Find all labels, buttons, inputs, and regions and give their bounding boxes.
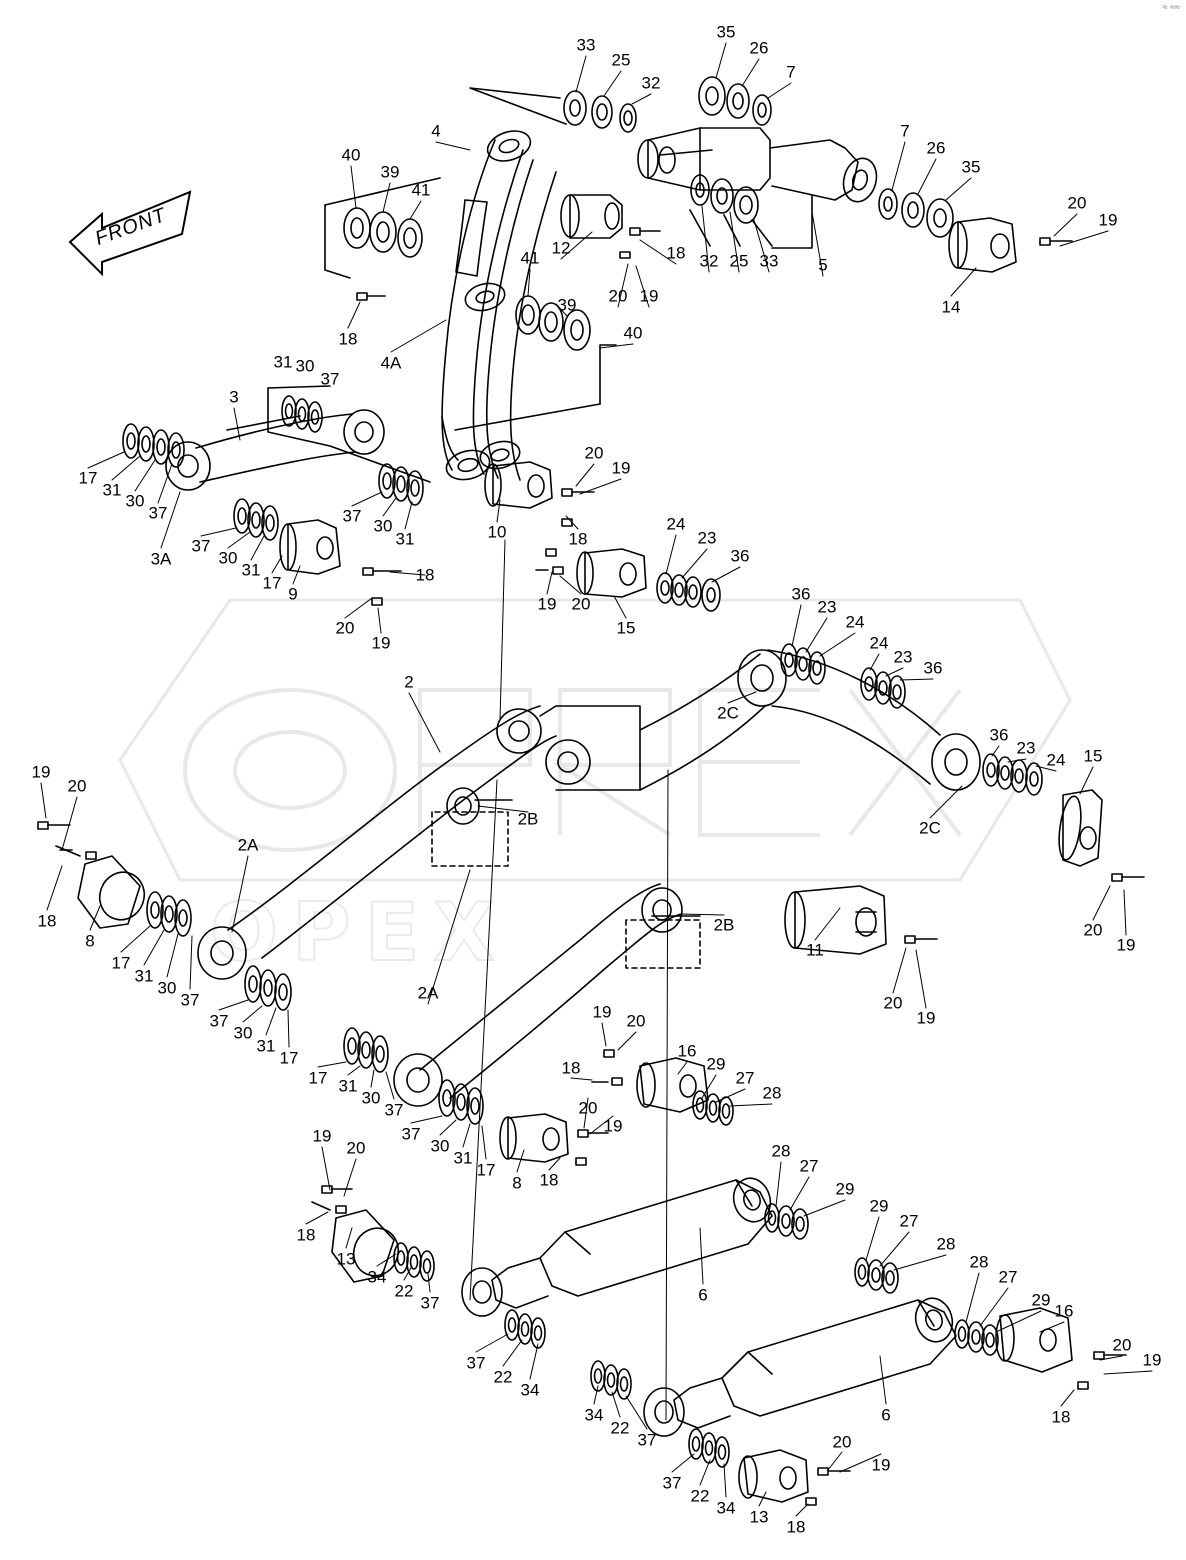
- callout-30: 30: [125, 491, 145, 511]
- callout-20: 20: [883, 993, 903, 1013]
- callout-30: 30: [373, 516, 393, 536]
- callout-17: 17: [476, 1160, 496, 1180]
- callout-19: 19: [1142, 1350, 1162, 1370]
- callout-31: 31: [395, 529, 415, 549]
- front-direction-arrow: [60, 180, 210, 280]
- callout-19: 19: [611, 458, 631, 478]
- callout-13: 13: [749, 1507, 769, 1527]
- front-label: FRONT: [92, 204, 170, 251]
- callout-18: 18: [568, 529, 588, 549]
- callout-27: 27: [799, 1156, 819, 1176]
- callout-2B: 2B: [517, 809, 539, 829]
- callout-33: 33: [759, 251, 779, 271]
- callout-37: 37: [320, 369, 340, 389]
- callout-17: 17: [111, 953, 131, 973]
- callout-18: 18: [338, 329, 358, 349]
- callout-19: 19: [31, 762, 51, 782]
- callout-2B: 2B: [713, 915, 735, 935]
- callout-20: 20: [346, 1138, 366, 1158]
- callout-14: 14: [941, 297, 961, 317]
- callout-31: 31: [134, 966, 154, 986]
- callout-19: 19: [312, 1126, 332, 1146]
- callout-6: 6: [881, 1405, 891, 1425]
- callout-16: 16: [677, 1041, 697, 1061]
- callout-31: 31: [338, 1076, 358, 1096]
- callout-29: 29: [706, 1054, 726, 1074]
- callout-3: 3: [229, 387, 239, 407]
- callout-19: 19: [371, 633, 391, 653]
- callout-30: 30: [430, 1136, 450, 1156]
- callout-27: 27: [998, 1267, 1018, 1287]
- callout-19: 19: [1098, 210, 1118, 230]
- callout-39: 39: [380, 162, 400, 182]
- callout-27: 27: [735, 1068, 755, 1088]
- callout-31: 31: [453, 1148, 473, 1168]
- callout-37: 37: [662, 1473, 682, 1493]
- callout-22: 22: [690, 1486, 710, 1506]
- callout-24: 24: [1046, 750, 1066, 770]
- callout-26: 26: [926, 138, 946, 158]
- callout-28: 28: [771, 1141, 791, 1161]
- callout-19: 19: [871, 1455, 891, 1475]
- callout-30: 30: [157, 978, 177, 998]
- callout-15: 15: [1083, 746, 1103, 766]
- callout-18: 18: [786, 1517, 806, 1537]
- callout-34: 34: [520, 1380, 540, 1400]
- callout-25: 25: [729, 251, 749, 271]
- callout-29: 29: [1031, 1290, 1051, 1310]
- callout-19: 19: [603, 1116, 623, 1136]
- callout-22: 22: [493, 1367, 513, 1387]
- callout-12: 12: [551, 238, 571, 258]
- callout-41: 41: [520, 248, 540, 268]
- callout-18: 18: [666, 243, 686, 263]
- callout-41: 41: [411, 180, 431, 200]
- callout-37: 37: [148, 503, 168, 523]
- callout-37: 37: [420, 1293, 440, 1313]
- callout-35: 35: [716, 22, 736, 42]
- callout-7: 7: [786, 62, 796, 82]
- callout-31: 31: [273, 352, 293, 372]
- callout-4: 4: [431, 121, 441, 141]
- callout-18: 18: [37, 911, 57, 931]
- callout-2A: 2A: [417, 983, 439, 1003]
- callout-32: 32: [699, 251, 719, 271]
- callout-37: 37: [191, 536, 211, 556]
- callout-20: 20: [608, 286, 628, 306]
- callout-17: 17: [279, 1048, 299, 1068]
- callout-37: 37: [637, 1430, 657, 1450]
- callout-4A: 4A: [380, 353, 402, 373]
- callout-9: 9: [288, 584, 298, 604]
- callout-10: 10: [487, 522, 507, 542]
- callout-29: 29: [835, 1179, 855, 1199]
- callout-18: 18: [296, 1225, 316, 1245]
- callout-30: 30: [295, 356, 315, 376]
- callout-28: 28: [762, 1083, 782, 1103]
- callout-3A: 3A: [150, 549, 172, 569]
- callout-31: 31: [256, 1036, 276, 1056]
- callout-36: 36: [923, 658, 943, 678]
- callout-30: 30: [218, 548, 238, 568]
- callout-19: 19: [639, 286, 659, 306]
- callout-20: 20: [578, 1098, 598, 1118]
- callout-20: 20: [571, 594, 591, 614]
- callout-37: 37: [342, 506, 362, 526]
- callout-34: 34: [584, 1405, 604, 1425]
- callout-32: 32: [641, 73, 661, 93]
- callout-28: 28: [969, 1252, 989, 1272]
- callout-36: 36: [989, 725, 1009, 745]
- svg-text:OPEX: OPEX: [210, 886, 509, 979]
- callout-40: 40: [341, 145, 361, 165]
- callout-40: 40: [623, 323, 643, 343]
- callout-30: 30: [361, 1088, 381, 1108]
- callout-26: 26: [749, 38, 769, 58]
- callout-23: 23: [817, 597, 837, 617]
- callout-13: 13: [336, 1249, 356, 1269]
- callout-19: 19: [592, 1002, 612, 1022]
- callout-18: 18: [415, 565, 435, 585]
- callout-37: 37: [401, 1124, 421, 1144]
- callout-25: 25: [611, 50, 631, 70]
- callout-16: 16: [1054, 1301, 1074, 1321]
- callout-20: 20: [67, 776, 87, 796]
- callout-20: 20: [626, 1011, 646, 1031]
- callout-22: 22: [394, 1281, 414, 1301]
- callout-8: 8: [85, 931, 95, 951]
- callout-39: 39: [557, 295, 577, 315]
- callout-37: 37: [180, 990, 200, 1010]
- callout-19: 19: [537, 594, 557, 614]
- callout-33: 33: [576, 35, 596, 55]
- callout-37: 37: [466, 1353, 486, 1373]
- callout-17: 17: [308, 1068, 328, 1088]
- callout-20: 20: [1067, 193, 1087, 213]
- callout-2C: 2C: [919, 818, 941, 838]
- callout-17: 17: [78, 468, 98, 488]
- callout-2A: 2A: [237, 835, 259, 855]
- callout-20: 20: [832, 1432, 852, 1452]
- callout-27: 27: [899, 1211, 919, 1231]
- callout-2C: 2C: [717, 703, 739, 723]
- callout-8: 8: [512, 1173, 522, 1193]
- callout-22: 22: [610, 1418, 630, 1438]
- callout-28: 28: [936, 1234, 956, 1254]
- callout-18: 18: [561, 1058, 581, 1078]
- callout-24: 24: [666, 514, 686, 534]
- callout-18: 18: [1051, 1407, 1071, 1427]
- callout-15: 15: [616, 618, 636, 638]
- callout-20: 20: [1112, 1335, 1132, 1355]
- callout-20: 20: [1083, 920, 1103, 940]
- callout-24: 24: [845, 612, 865, 632]
- callout-19: 19: [916, 1008, 936, 1028]
- callout-19: 19: [1116, 935, 1136, 955]
- callout-20: 20: [584, 443, 604, 463]
- callout-23: 23: [1016, 738, 1036, 758]
- callout-7: 7: [900, 121, 910, 141]
- callout-34: 34: [367, 1267, 387, 1287]
- callout-37: 37: [384, 1100, 404, 1120]
- callout-18: 18: [539, 1170, 559, 1190]
- callout-23: 23: [893, 647, 913, 667]
- callout-2: 2: [404, 672, 414, 692]
- callout-36: 36: [791, 584, 811, 604]
- callout-31: 31: [102, 480, 122, 500]
- callout-31: 31: [241, 560, 261, 580]
- callout-11: 11: [806, 940, 824, 960]
- callout-20: 20: [335, 618, 355, 638]
- callout-6: 6: [698, 1285, 708, 1305]
- callout-34: 34: [716, 1498, 736, 1518]
- callout-5: 5: [818, 255, 828, 275]
- corner-mark: ≈ ≈≈: [1162, 2, 1180, 12]
- callout-17: 17: [262, 573, 282, 593]
- callout-24: 24: [869, 633, 889, 653]
- callout-30: 30: [233, 1023, 253, 1043]
- callout-23: 23: [697, 528, 717, 548]
- callout-35: 35: [961, 157, 981, 177]
- callout-37: 37: [209, 1011, 229, 1031]
- callout-36: 36: [730, 546, 750, 566]
- callout-29: 29: [869, 1196, 889, 1216]
